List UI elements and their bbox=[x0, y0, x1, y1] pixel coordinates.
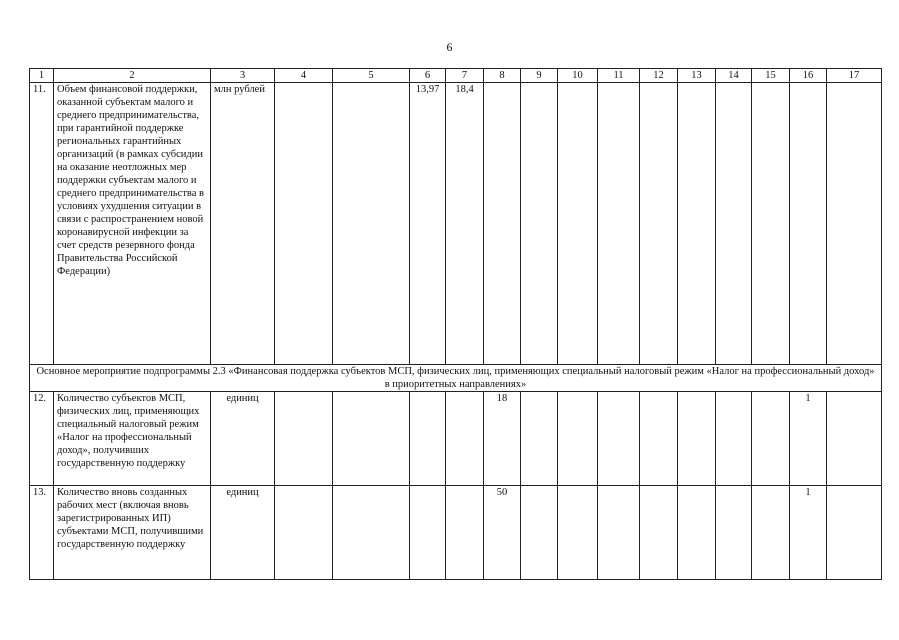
section-row bbox=[30, 365, 882, 392]
value-cell bbox=[275, 392, 333, 486]
header-cell: 2 bbox=[54, 69, 211, 83]
header-cell: 10 bbox=[558, 69, 598, 83]
header-cell: 7 bbox=[446, 69, 484, 83]
value-cell bbox=[558, 392, 598, 486]
page-number: 6 bbox=[446, 40, 453, 54]
header-cell: 11 bbox=[598, 69, 640, 83]
value-cell bbox=[446, 486, 484, 580]
indicators-table bbox=[29, 68, 882, 580]
header-cell: 6 bbox=[410, 69, 446, 83]
header-cell: 15 bbox=[752, 69, 790, 83]
value-cell: 13,97 bbox=[410, 83, 446, 365]
value-cell bbox=[752, 392, 790, 486]
table-row bbox=[30, 486, 882, 580]
row-number: 13. bbox=[30, 486, 54, 580]
value-cell bbox=[678, 83, 716, 365]
header-cell: 3 bbox=[211, 69, 275, 83]
value-cell bbox=[678, 392, 716, 486]
header-cell: 1 bbox=[30, 69, 54, 83]
header-cell: 17 bbox=[827, 69, 882, 83]
section-title: Основное мероприятие подпрограммы 2.3 «Финансовая поддержка субъектов МСП, физических лиц, применяющих специальный налоговый режим «Налог на профессиональный доход» в приоритетных направлениях» bbox=[30, 365, 882, 392]
value-cell bbox=[333, 83, 410, 365]
header-cell: 12 bbox=[640, 69, 678, 83]
unit-cell: млн рублей bbox=[211, 83, 275, 365]
value-cell bbox=[484, 83, 521, 365]
value-cell bbox=[558, 486, 598, 580]
row-number: 11. bbox=[30, 83, 54, 365]
value-cell bbox=[716, 83, 752, 365]
header-cell: 13 bbox=[678, 69, 716, 83]
value-cell bbox=[410, 486, 446, 580]
value-cell bbox=[752, 83, 790, 365]
value-cell bbox=[827, 486, 882, 580]
value-cell bbox=[558, 83, 598, 365]
header-cell: 16 bbox=[790, 69, 827, 83]
value-cell bbox=[333, 486, 410, 580]
value-cell bbox=[827, 392, 882, 486]
indicator-name: Количество вновь созданных рабочих мест (включая вновь зарегистрированных ИП) субъектами МСП, получившими государственную поддержку bbox=[54, 486, 211, 580]
value-cell bbox=[446, 392, 484, 486]
header-cell: 8 bbox=[484, 69, 521, 83]
value-cell bbox=[521, 392, 558, 486]
value-cell: 18 bbox=[484, 392, 521, 486]
value-cell bbox=[275, 83, 333, 365]
value-cell bbox=[716, 486, 752, 580]
value-cell bbox=[521, 486, 558, 580]
indicator-name: Объем финансовой поддержки, оказанной субъектам малого и среднего предпринимательства, при гарантийной поддержке региональных гарантийных организаций (в рамках субсидии на оказание неотложных мер поддержки субъектам малого и среднего предпринимательства в условиях ухудшения ситуации в связи с распространением новой коронавирусной инфекции за счет средств резервного фонда Правительства Российской Федерации) bbox=[54, 83, 211, 365]
unit-cell: единиц bbox=[211, 392, 275, 486]
value-cell bbox=[521, 83, 558, 365]
unit-cell: единиц bbox=[211, 486, 275, 580]
header-row bbox=[30, 69, 882, 83]
value-cell bbox=[640, 486, 678, 580]
value-cell bbox=[410, 392, 446, 486]
value-cell bbox=[598, 392, 640, 486]
value-cell: 1 bbox=[790, 486, 827, 580]
row-number: 12. bbox=[30, 392, 54, 486]
value-cell bbox=[598, 83, 640, 365]
header-cell: 14 bbox=[716, 69, 752, 83]
value-cell bbox=[598, 486, 640, 580]
value-cell bbox=[827, 83, 882, 365]
header-cell: 5 bbox=[333, 69, 410, 83]
value-cell bbox=[790, 83, 827, 365]
table-row bbox=[30, 83, 882, 365]
value-cell bbox=[275, 486, 333, 580]
value-cell: 1 bbox=[790, 392, 827, 486]
value-cell bbox=[678, 486, 716, 580]
table-row bbox=[30, 392, 882, 486]
value-cell bbox=[640, 83, 678, 365]
value-cell bbox=[752, 486, 790, 580]
value-cell bbox=[640, 392, 678, 486]
value-cell: 18,4 bbox=[446, 83, 484, 365]
value-cell bbox=[716, 392, 752, 486]
header-cell: 9 bbox=[521, 69, 558, 83]
value-cell bbox=[333, 392, 410, 486]
indicator-name: Количество субъектов МСП, физических лиц, применяющих специальный налоговый режим «Налог на профессиональный доход», получивших государственную поддержку bbox=[54, 392, 211, 486]
header-cell: 4 bbox=[275, 69, 333, 83]
value-cell: 50 bbox=[484, 486, 521, 580]
